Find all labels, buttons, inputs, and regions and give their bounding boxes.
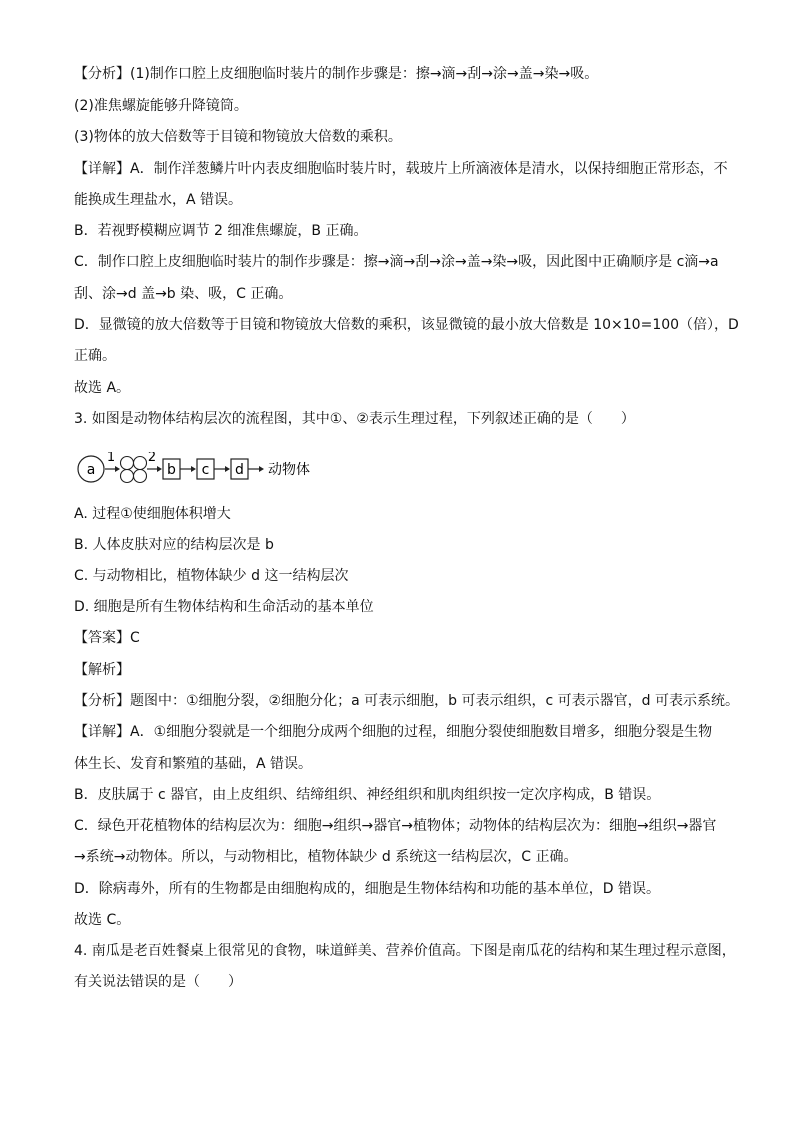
analysis-line-1: 【分析】(1)制作口腔上皮细胞临时装片的制作步骤是：擦→滴→刮→涂→盖→染→吸。 bbox=[74, 66, 599, 82]
q3-detail-line-2: 体生长、发育和繁殖的基础，A 错误。 bbox=[74, 756, 313, 772]
cell-node-a bbox=[78, 456, 104, 482]
arrow-c-to-d bbox=[214, 466, 230, 472]
option-b: B. 人体皮肤对应的结构层次是 b bbox=[74, 537, 274, 553]
detail-line-4: C．制作口腔上皮细胞临时装片的制作步骤是：擦→滴→刮→涂→盖→染→吸，因此图中正确顺序是 c滴→a bbox=[74, 254, 719, 270]
q3-detail-line-5: →系统→动物体。所以，与动物相比，植物体缺少 d 系统这一结构层次，C 正确。 bbox=[74, 849, 578, 865]
tissue-node-b bbox=[163, 459, 180, 479]
q3-conclusion: 故选 C。 bbox=[74, 912, 131, 928]
arrow-b-to-c bbox=[180, 466, 196, 472]
question-4-stem-1: 4. 南瓜是老百姓餐桌上很常见的食物，味道鲜美、营养价值高。下图是南瓜花的结构和某生理过程示意图， bbox=[74, 943, 736, 959]
svg-text:2: 2 bbox=[147, 452, 157, 465]
animal-body-label: 动物体 bbox=[268, 462, 310, 478]
svg-text:1: 1 bbox=[106, 452, 116, 465]
detail-line-1: 【详解】A．制作洋葱鳞片叶内表皮细胞临时装片时，载玻片上所滴液体是清水，以保持细胞正常形态，不 bbox=[74, 161, 728, 177]
process-2-arrow bbox=[147, 452, 162, 472]
analysis-line-2: (2)准焦螺旋能够升降镜筒。 bbox=[74, 98, 248, 114]
structure-level-flowchart bbox=[74, 452, 334, 486]
svg-text:b: b bbox=[167, 462, 176, 478]
detail-line-3: B．若视野模糊应调节 2 细准焦螺旋，B 正确。 bbox=[74, 223, 368, 239]
svg-text:c: c bbox=[201, 462, 210, 478]
option-d: D. 细胞是所有生物体结构和生命活动的基本单位 bbox=[74, 599, 374, 615]
detail-line-2: 能换成生理盐水，A 错误。 bbox=[74, 192, 243, 208]
q3-detail-line-1: 【详解】A．①细胞分裂就是一个细胞分成两个细胞的过程，细胞分裂使细胞数目增多，细胞分裂是生物 bbox=[74, 724, 713, 740]
detail-line-6: D．显微镜的放大倍数等于目镜和物镜放大倍数的乘积，该显微镜的最小放大倍数是 10×10=100（倍），D bbox=[74, 317, 739, 333]
q3-detail-line-6: D．除病毒外，所有的生物都是由细胞构成的，细胞是生物体结构和功能的基本单位，D 错误。 bbox=[74, 881, 661, 897]
detail-line-5: 刮、涂→d 盖→b 染、吸，C 正确。 bbox=[74, 286, 293, 302]
question-4-stem-2: 有关说法错误的是（ ） bbox=[74, 974, 242, 990]
q3-detail-line-3: B．皮肤属于 c 器官，由上皮组织、结缔组织、神经组织和肌肉组织按一定次序构成，B 错误。 bbox=[74, 787, 661, 803]
svg-text:d: d bbox=[235, 462, 244, 478]
process-1-arrow bbox=[105, 452, 120, 472]
svg-text:a: a bbox=[86, 462, 96, 478]
conclusion-line: 故选 A。 bbox=[74, 380, 131, 396]
question-3-stem: 3. 如图是动物体结构层次的流程图，其中①、②表示生理过程，下列叙述正确的是（ ） bbox=[74, 411, 635, 427]
answer-line: 【答案】C bbox=[74, 630, 140, 646]
explanation-heading: 【解析】 bbox=[74, 662, 130, 678]
arrow-d-to-animal bbox=[248, 466, 264, 472]
analysis-line-3: (3)物体的放大倍数等于目镜和物镜放大倍数的乘积。 bbox=[74, 129, 402, 145]
option-a: A. 过程①使细胞体积增大 bbox=[74, 506, 231, 522]
system-node-d bbox=[231, 459, 248, 479]
organ-node-c bbox=[197, 459, 214, 479]
detail-line-7: 正确。 bbox=[74, 348, 116, 364]
option-c: C. 与动物相比，植物体缺少 d 这一结构层次 bbox=[74, 568, 349, 584]
q3-detail-line-4: C．绿色开花植物体的结构层次为：细胞→组织→器官→植物体；动物体的结构层次为：细胞→组织→器官 bbox=[74, 818, 717, 834]
q3-analysis-line: 【分析】题图中：①细胞分裂，②细胞分化；a 可表示细胞，b 可表示组织，c 可表示器官，d 可表示系统。 bbox=[74, 693, 739, 709]
cell-cluster-icon bbox=[121, 457, 147, 483]
